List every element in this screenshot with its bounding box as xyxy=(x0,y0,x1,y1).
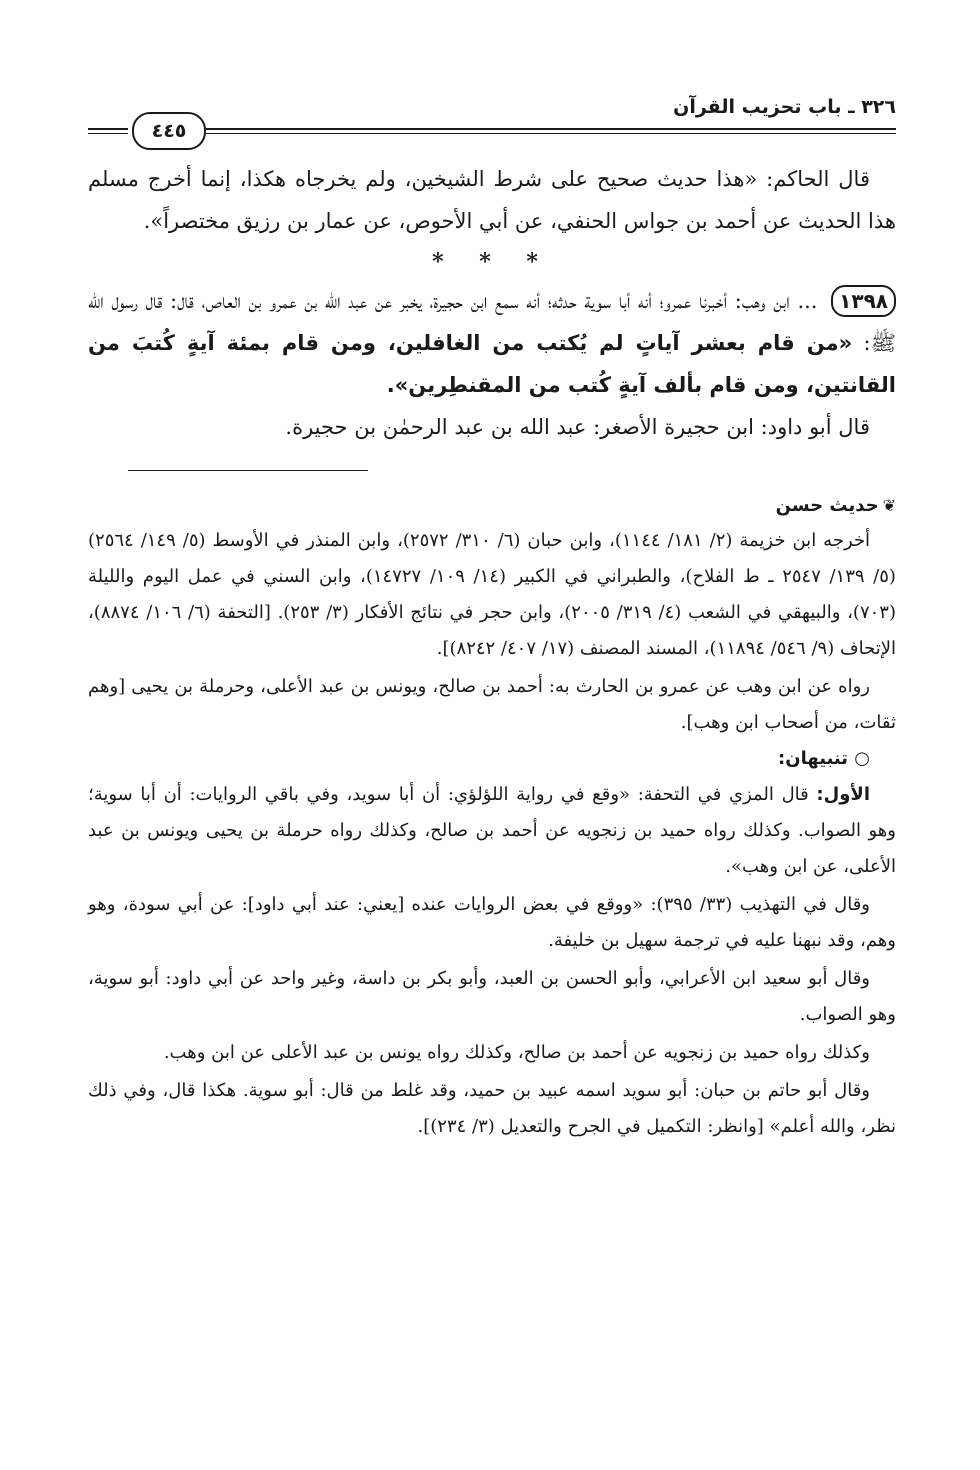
header-rule-left xyxy=(88,128,128,130)
footnote-divider xyxy=(128,470,368,471)
tahdhib-paragraph: وقال في التهذيب (٣٣/ ٣٩٥): «ووقع في بعض الروايات عنده [يعني: عند أبي داود]: عن أبي سودة، وهو وهم، وقد نبهنا عليه في ترجمة سهيل بن خليفة. xyxy=(88,894,896,951)
running-head: ٣٢٦ ـ باب تحزيب القرآن xyxy=(673,96,896,118)
hadith-isnad: ... ابن وهب: أخبرنا عمرو؛ أنه أبا سوية حدثه؛ أنه سمع ابن حجيرة، يخبر عن عبد الله بن عمرو بن العاص، قال: قال رسول الله ﷺ: xyxy=(88,289,896,355)
hadith-number: ١٣٩٨ xyxy=(831,285,896,317)
abu-said-paragraph: وقال أبو سعيد ابن الأعرابي، وأبو الحسن بن العبد، وأبو بكر بن داسة، وغير واحد عن أبي داود: أبو سوية، وهو الصواب. xyxy=(88,968,896,1025)
first-note xyxy=(88,777,896,885)
page-header xyxy=(88,92,896,144)
hadith-grade xyxy=(88,489,896,523)
first-note-label: الأول: xyxy=(816,784,870,805)
main-text xyxy=(88,158,896,448)
header-rule xyxy=(206,128,896,130)
header-rule-thin xyxy=(206,133,896,134)
riwaya-paragraph: رواه عن ابن وهب عن عمرو بن الحارث به: أحمد بن صالح، ويونس بن عبد الأعلى، وحرملة بن يحيى [وهم ثقات، من أصحاب ابن وهب]. xyxy=(88,676,896,733)
commentary xyxy=(88,489,896,1145)
hadith-matn: «من قام بعشر آياتٍ لم يُكتب من الغافلين، ومن قام بمئة آيةٍ كُتبَ من القانتين، ومن قام بألف آيةٍ كُتب من المقنطِرين». xyxy=(88,331,896,397)
book-page xyxy=(88,92,896,1145)
hadith-paragraph xyxy=(88,280,896,406)
grade-label: حديث حسن xyxy=(775,495,879,516)
first-note-text: قال المزي في التحفة: «وقع في رواية اللؤلؤي: أن أبا سويد، وفي باقي الروايات: أن أبا سوية؛ وهو الصواب. وكذلك رواه حميد بن زنجويه عن أحمد بن صالح، وكذلك رواه حرملة بن يحيى ويونس بن عبد الأعلى، عن ابن وهب». xyxy=(88,784,896,877)
flower-icon: ❦ xyxy=(882,496,896,515)
section-separator: * * * xyxy=(432,249,552,275)
humaid-paragraph: وكذلك رواه حميد بن زنجويه عن أحمد بن صالح، وكذلك رواه يونس بن عبد الأعلى عن ابن وهب. xyxy=(163,1042,870,1063)
abu-dawud-note: قال أبو داود: ابن حجيرة الأصغر: عبد الله بن عبد الرحمٰن بن حجيرة. xyxy=(285,415,870,439)
tanbihat-title: ○ تنبيهان: xyxy=(778,748,870,769)
page-number: ٤٤٥ xyxy=(132,112,206,150)
abu-hatim-paragraph: وقال أبو حاتم بن حبان: أبو سويد اسمه عبيد بن حميد، وقد غلط من قال: أبو سوية. هكذا قال، وفي ذلك نظر، والله أعلم» [وانظر: التكميل في الجرح والتعديل (٣/ ٢٣٤)]. xyxy=(88,1080,896,1137)
takhrij-paragraph: أخرجه ابن خزيمة (٢/ ١٨١/ ١١٤٤)، وابن حبان (٦/ ٣١٠/ ٢٥٧٢)، وابن المنذر في الأوسط (٥/ ١٤٩/ ٢٥٦٤) (٥/ ١٣٩/ ٢٥٤٧ ـ ط الفلاح)، والطبراني في الكبير (١٤/ ١٠٩/ ١٤٧٢٧)، وابن السني في عمل اليوم والليلة (٧٠٣)، والبيهقي في الشعب (٤/ ٣١٩/ ٢٠٠٥)، وابن حجر في نتائج الأفكار (٣/ ٢٥٣). [التحفة (٦/ ١٠٦/ ٨٨٧٤)، الإتحاف (٩/ ٥٤٦/ ١١٨٩٤)، المسند المصنف (١٧/ ٤٠٧/ ٨٢٤٢)]. xyxy=(88,530,896,659)
header-rule-left-thin xyxy=(88,133,128,134)
hakim-paragraph: قال الحاكم: «هذا حديث صحيح على شرط الشيخين، ولم يخرجاه هكذا، إنما أخرج مسلم هذا الحديث عن أحمد بن جواس الحنفي، عن أبي الأحوص، عن عمار بن رزيق مختصراً». xyxy=(88,167,896,233)
